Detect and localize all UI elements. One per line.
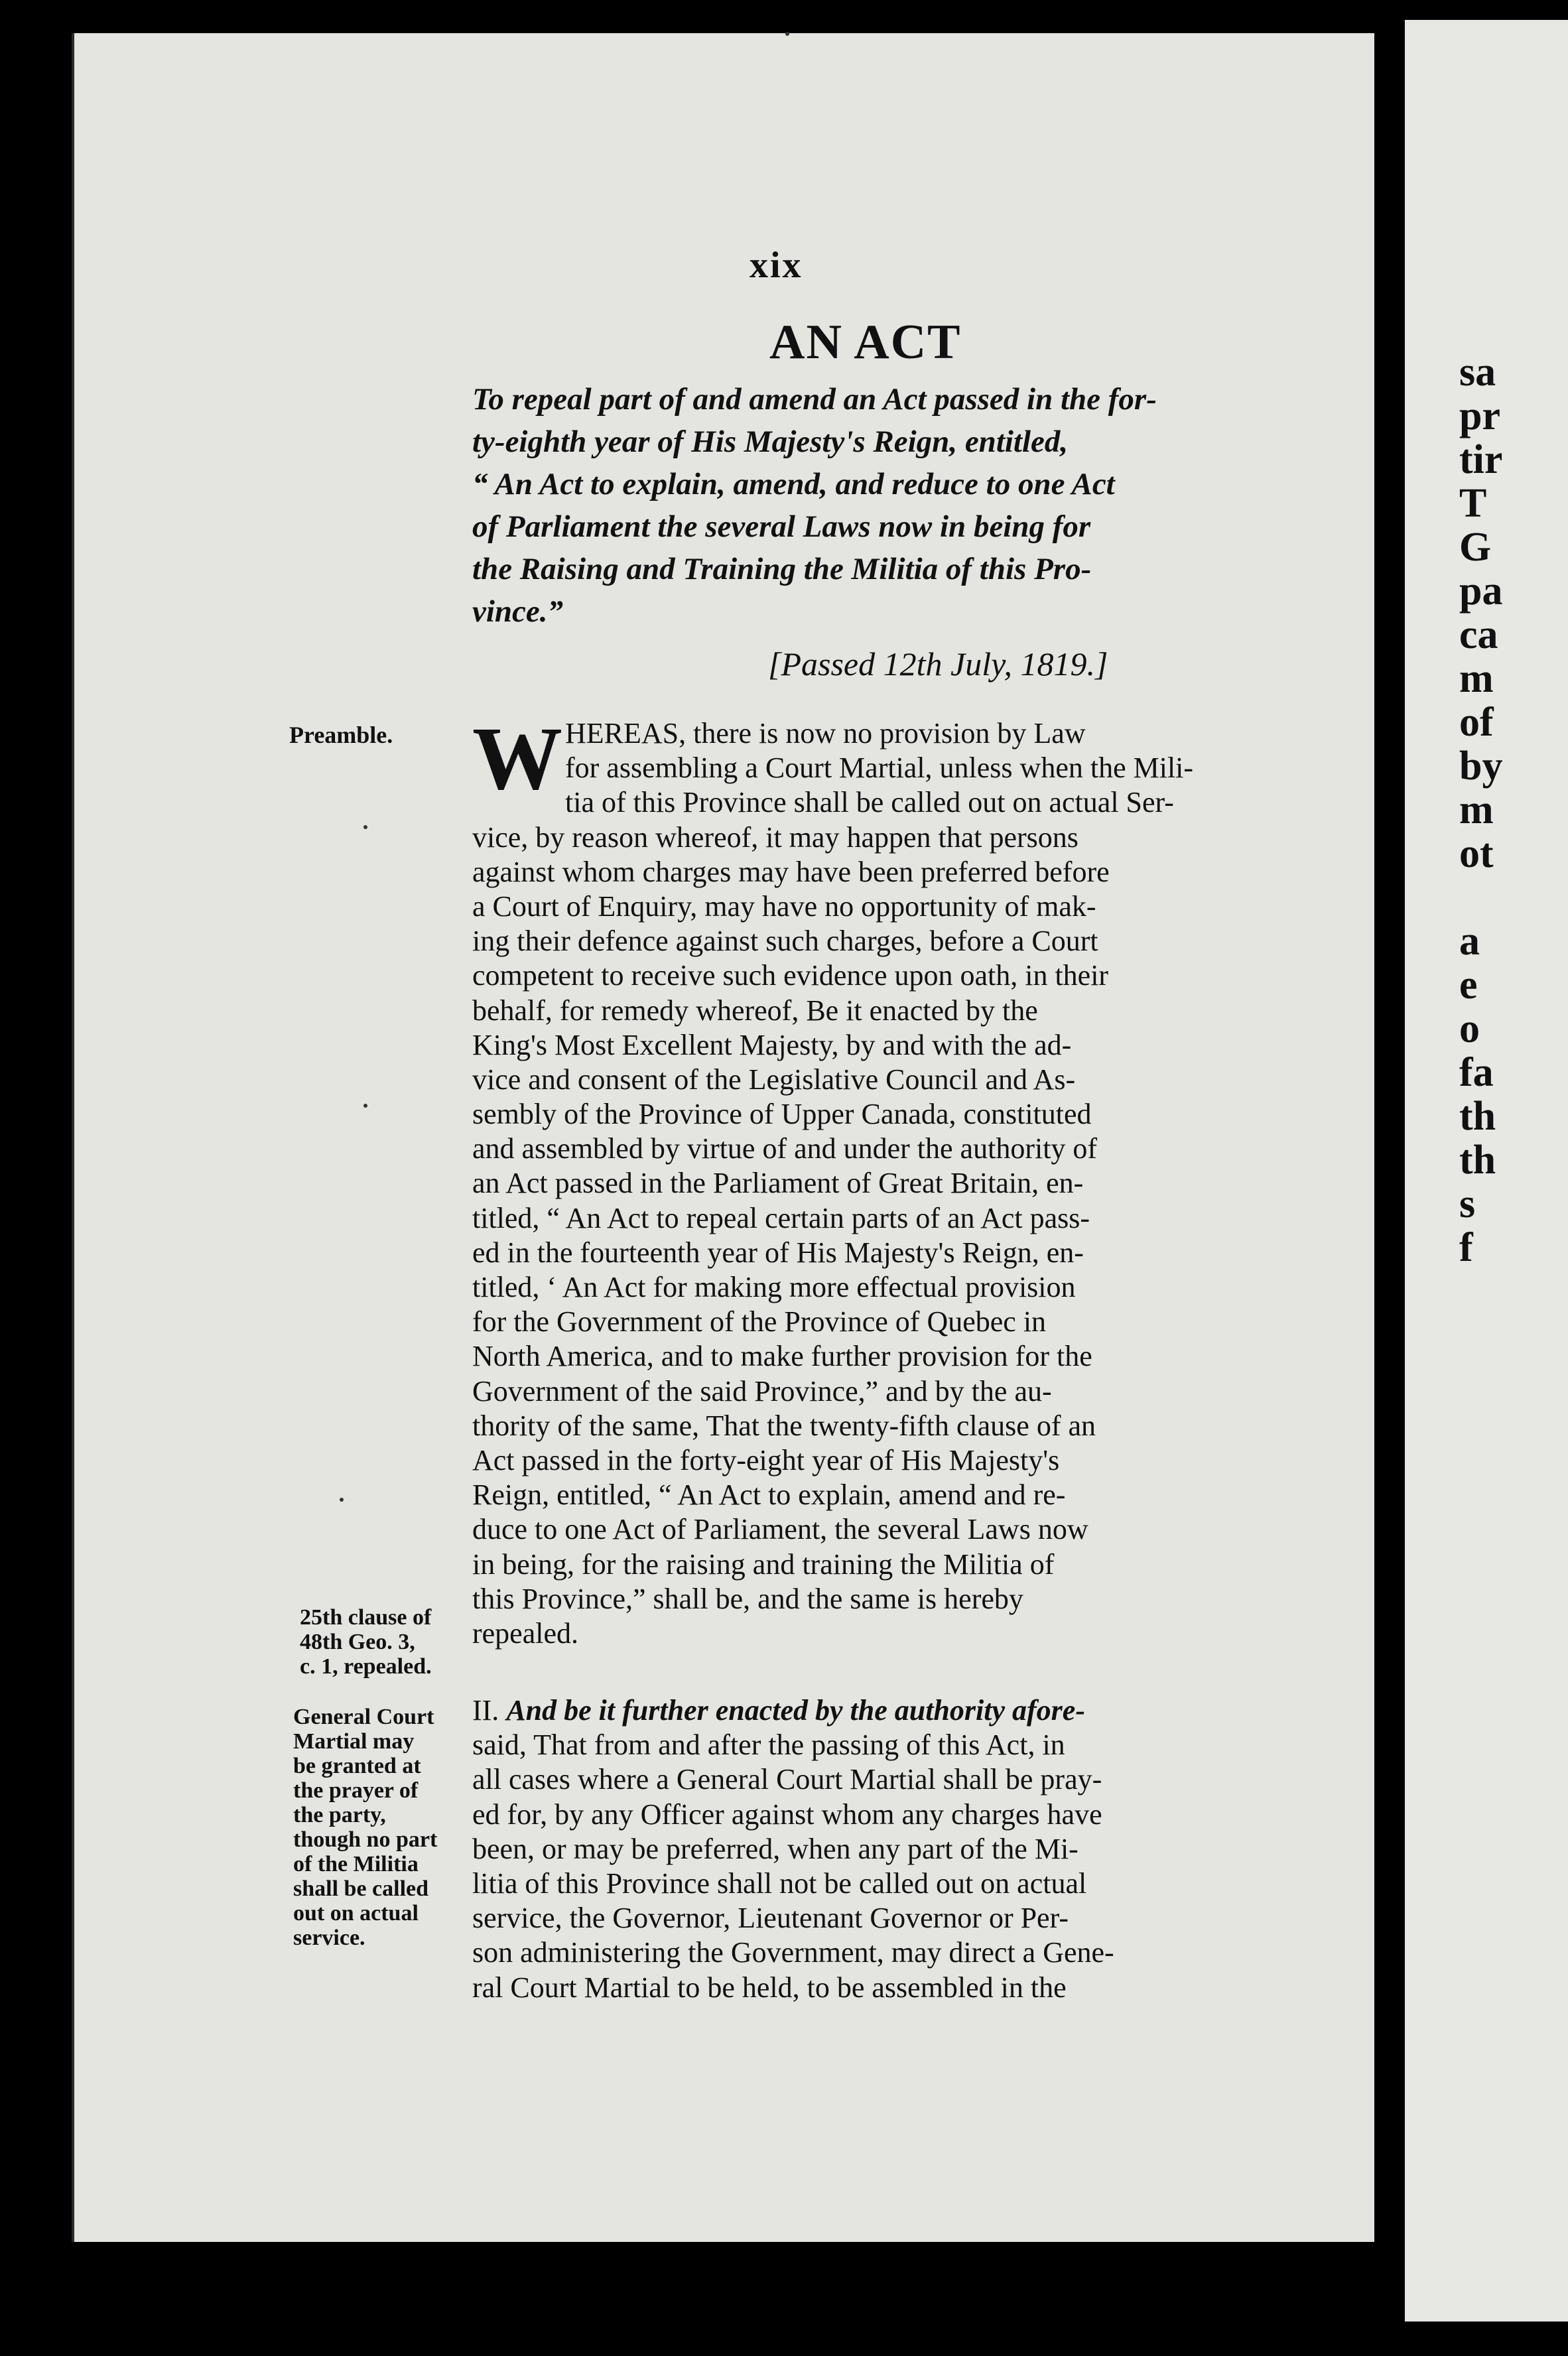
right-page-fragment: m [1459,656,1494,701]
body-line: all cases where a General Court Martial shall be pray- [472,1763,1102,1796]
body-line: titled, “ An Act to repeal certain parts of an Act pass- [472,1201,1090,1234]
body-line: tia of this Province shall be called out on actual Ser- [565,786,1174,819]
right-page-fragment: s [1459,1181,1476,1226]
right-page-fragment: pa [1459,568,1503,614]
margin-note-general-court [293,1705,437,1950]
right-page-fragments [1459,350,1568,1270]
act-subtitle [472,378,1268,633]
right-page-fragment: G [1459,525,1492,570]
act-heading: AN ACT [769,315,962,369]
body-line: duce to one Act of Parliament, the several Laws now [472,1513,1088,1546]
right-page-fragment: T [1459,481,1487,526]
right-page-fragment: tir [1459,437,1503,482]
subtitle-line: To repeal part of and amend an Act passed in the for- [472,382,1157,417]
margin-note-clause-25 [300,1605,432,1679]
body-line: vice, by reason whereof, it may happen that persons [472,820,1078,854]
right-page-fragment: pr [1459,393,1500,438]
body-line: ral Court Martial to be held, to be assembled in the [472,1971,1067,2004]
body-line: repealed. [472,1616,578,1650]
body-line: for the Government of the Province of Quebec in [472,1305,1047,1339]
body-line: Act passed in the forty-eight year of His Majesty's [472,1443,1060,1476]
right-page-fragment: a [1459,919,1480,964]
paragraph-section-ii [472,1693,1268,2005]
right-page-fragment: of [1459,700,1494,745]
section-lead-line [472,1693,1268,1728]
margin-note-line: out on actual [293,1901,419,1926]
ink-speck [363,1104,367,1108]
margin-note-line: Martial may [293,1729,415,1754]
body-line: service, the Governor, Lieutenant Governor or Per- [472,1902,1069,1935]
subtitle-line: ty-eighth year of His Majesty's Reign, entitled, [472,425,1069,459]
body-line: son administering the Government, may direct a Gene- [472,1936,1114,1969]
margin-note-line: of the Militia [293,1852,419,1876]
right-page-fragment: f [1459,1225,1473,1270]
right-page-fragment: e [1459,962,1478,1008]
body-line: North America, and to make further provision for the [472,1340,1092,1373]
body-line: in being, for the raising and training the Militia of [472,1547,1055,1581]
subtitle-line: vince.” [472,594,564,629]
ink-speck [340,1498,344,1502]
body-line: ed for, by any Officer against whom any charges have [472,1798,1102,1831]
body-line: behalf, for remedy whereof, Be it enacted by the [472,994,1038,1027]
subtitle-line: the Raising and Training the Militia of this Pro- [472,552,1092,586]
passed-date: [Passed 12th July, 1819.] [768,645,1108,683]
body-line: vice and consent of the Legislative Council and As- [472,1063,1076,1096]
margin-note-line: 25th clause of [300,1605,432,1630]
subtitle-line: of Parliament the several Laws now in being for [472,509,1091,544]
body-line: for assembling a Court Martial, unless when the Mili- [565,752,1194,785]
margin-note-preamble [289,723,393,748]
body-line: litia of this Province shall not be called out on actual [472,1866,1087,1900]
page-number: xix [750,245,803,286]
body-line: said, That from and after the passing of this Act, in [472,1729,1065,1762]
body-line: against whom charges may have been preferred before [472,855,1110,888]
body-line: King's Most Excellent Majesty, by and with the ad- [472,1028,1072,1061]
right-page-fragment: by [1459,744,1503,789]
right-page-fragment: o [1459,1006,1480,1051]
body-line: ed in the fourteenth year of His Majesty's Reign, en- [472,1236,1084,1269]
body-line: sembly of the Province of Upper Canada, constituted [472,1098,1092,1131]
right-page-fragment: sa [1459,350,1496,395]
body-line: and assembled by virtue of and under the authority of [472,1132,1098,1165]
right-page-fragment: fa [1459,1050,1494,1095]
subtitle-line: “ An Act to explain, amend, and reduce to one Act [472,467,1115,501]
body-line: titled, ‘ An Act for making more effectual provision [472,1271,1076,1303]
body-line: HEREAS, there is now no provision by Law [565,717,1086,750]
body-line: an Act passed in the Parliament of Great Britain, en- [472,1167,1084,1200]
body-line: ing their defence against such charges, before a Court [472,925,1098,958]
body-line: Reign, entitled, “ An Act to explain, amend and re- [472,1478,1066,1512]
margin-note-line: Preamble. [289,722,393,748]
body-line: Government of the said Province,” and by the au- [472,1374,1052,1407]
right-page-fragment: th [1459,1138,1496,1183]
body-line: competent to receive such evidence upon oath, in their [472,959,1109,992]
margin-note-line: 48th Geo. 3, [300,1630,415,1654]
body-line: thority of the same, That the twenty-fifth clause of an [472,1409,1096,1442]
ink-speck [363,825,367,829]
right-page-fragment: ca [1459,612,1498,657]
right-page-fragment: m [1459,787,1494,832]
section-number: II. [472,1694,499,1727]
section-enacting-clause: And be it further enacted by the authority afore- [506,1694,1085,1727]
margin-note-line: the prayer of [293,1778,419,1803]
body-line: been, or may be preferred, when any part of the Mi- [472,1832,1078,1865]
right-page-fragment: th [1459,1094,1496,1139]
margin-note-line: shall be called [293,1876,429,1901]
body-line: this Province,” shall be, and the same is hereby [472,1582,1023,1615]
margin-note-line: service. [293,1926,365,1950]
margin-note-line: General Court [293,1705,434,1729]
margin-note-line: be granted at [293,1754,421,1778]
margin-note-line: the party, [293,1803,386,1827]
margin-note-line: though no part [293,1827,438,1852]
margin-note-line: c. 1, repealed. [300,1654,432,1679]
body-line: a Court of Enquiry, may have no opportunity of mak- [472,889,1096,923]
paragraph-preamble [472,709,1268,1651]
drop-cap: W [472,709,562,809]
right-page-fragment: ot [1459,831,1494,876]
ink-speck [785,32,789,36]
right-page-fragment [1459,876,1568,919]
